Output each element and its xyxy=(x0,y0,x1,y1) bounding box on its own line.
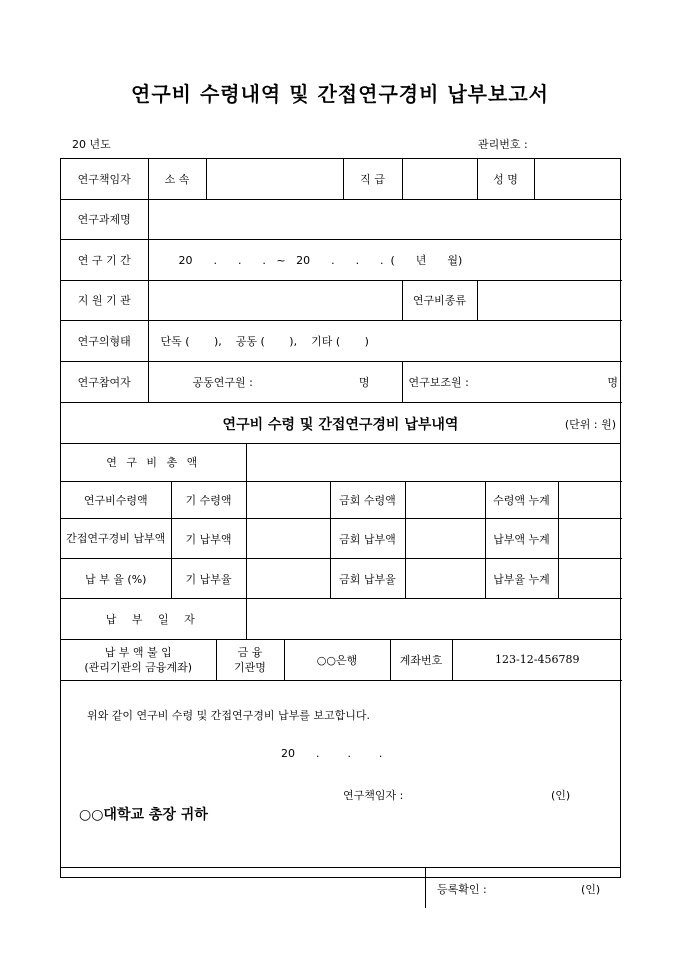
cum-received-field[interactable] xyxy=(558,482,622,519)
deposit-label-line2: (관리기관의 금융계좌) xyxy=(84,660,193,674)
name-field[interactable] xyxy=(534,159,622,199)
affiliation-field[interactable] xyxy=(206,159,343,199)
rate-label: 납 부 율 (%) xyxy=(61,559,171,599)
registration-divider xyxy=(425,868,426,908)
curr-received-field[interactable] xyxy=(405,482,485,519)
deposit-label-line1: 납 부 액 불 입 xyxy=(104,645,172,659)
fund-type-field[interactable] xyxy=(477,280,622,320)
project-field[interactable] xyxy=(148,199,622,239)
report-statement: 위와 같이 연구비 수령 및 간접연구경비 납부를 보고합니다. xyxy=(87,708,370,722)
section-header xyxy=(61,403,620,444)
indirect-label: 간접연구경비 납부액 xyxy=(61,519,171,559)
responsible-label: 연구책임자 : xyxy=(343,788,404,802)
agency-field[interactable] xyxy=(148,280,402,320)
affiliation-label: 소 속 xyxy=(148,159,206,199)
deposit-label xyxy=(61,640,216,680)
fund-type-label: 연구비종류 xyxy=(402,280,477,320)
bank-label-line1: 금 융 xyxy=(237,645,263,659)
rank-field[interactable] xyxy=(402,159,477,199)
form-field[interactable]: 단독 ( ), 공동 ( ), 기타 ( ) xyxy=(148,320,622,361)
report-footer xyxy=(61,681,620,868)
co-researcher-label: 공동연구원 : xyxy=(192,375,253,389)
project-label: 연구과제명 xyxy=(61,199,148,239)
page-title: 연구비 수령내역 및 간접연구경비 납부보고서 xyxy=(131,82,549,106)
management-number: 관리번호 : xyxy=(478,138,528,151)
co-researcher-unit: 명 xyxy=(358,375,370,389)
prev-rate-label: 기 납부율 xyxy=(171,559,246,599)
report-form xyxy=(60,158,621,896)
cum-rate-label: 납부율 누계 xyxy=(485,559,558,599)
received-label: 연구비수령액 xyxy=(61,482,171,519)
researcher-label: 연구책임자 xyxy=(61,159,148,199)
registration-label: 등록확인 : xyxy=(437,882,487,896)
prev-rate-field[interactable] xyxy=(246,559,330,599)
basic-info-table xyxy=(61,159,622,403)
bank-label xyxy=(216,640,284,680)
registration-row xyxy=(61,868,620,908)
fiscal-year: 20 년도 xyxy=(72,138,111,151)
cum-paid-field[interactable] xyxy=(558,519,622,559)
bank-label-line2: 기관명 xyxy=(234,660,266,674)
account-label: 계좌번호 xyxy=(390,640,452,680)
participants-label: 연구참여자 xyxy=(61,361,148,402)
form-label: 연구의형태 xyxy=(61,320,148,361)
cum-rate-field[interactable] xyxy=(558,559,622,599)
registration-seal[interactable]: (인) xyxy=(581,882,601,896)
assistant-unit: 명 xyxy=(607,375,618,389)
responsible-seal[interactable]: (인) xyxy=(551,788,571,802)
bank-table xyxy=(61,640,622,681)
assistant-field[interactable] xyxy=(402,361,622,402)
total-field[interactable] xyxy=(246,444,622,482)
prev-paid-label: 기 납부액 xyxy=(171,519,246,559)
period-label: 연 구 기 간 xyxy=(61,239,148,280)
report-date[interactable]: 20 . . . xyxy=(281,746,383,760)
agency-label: 지 원 기 관 xyxy=(61,280,148,320)
cum-paid-label: 납부액 누계 xyxy=(485,519,558,559)
period-field[interactable]: 20 . . . ~ 20 . . . ( 년 월) xyxy=(148,239,622,280)
cum-received-label: 수령액 누계 xyxy=(485,482,558,519)
co-researcher-field[interactable] xyxy=(148,361,402,402)
curr-paid-label: 금회 납부액 xyxy=(330,519,405,559)
detail-table xyxy=(61,444,622,641)
section-title: 연구비 수령 및 간접연구경비 납부내역 xyxy=(222,416,459,433)
prev-paid-field[interactable] xyxy=(246,519,330,559)
prev-received-field[interactable] xyxy=(246,482,330,519)
name-label: 성 명 xyxy=(477,159,534,199)
curr-rate-field[interactable] xyxy=(405,559,485,599)
pay-date-field[interactable] xyxy=(246,599,622,640)
curr-received-label: 금회 수령액 xyxy=(330,482,405,519)
bank-name[interactable]: ○○은행 xyxy=(284,640,390,680)
addressee: ○○대학교 총장 귀하 xyxy=(79,806,208,823)
prev-received-label: 기 수령액 xyxy=(171,482,246,519)
curr-rate-label: 금회 납부율 xyxy=(330,559,405,599)
curr-paid-field[interactable] xyxy=(405,519,485,559)
pay-date-label: 납 부 일 자 xyxy=(61,599,246,640)
total-label: 연 구 비 총 액 xyxy=(61,444,246,482)
assistant-label: 연구보조원 : xyxy=(408,375,469,389)
rank-label: 직 급 xyxy=(343,159,402,199)
unit-label: (단위 : 원) xyxy=(564,417,616,431)
account-number[interactable]: 123-12-456789 xyxy=(452,640,622,680)
